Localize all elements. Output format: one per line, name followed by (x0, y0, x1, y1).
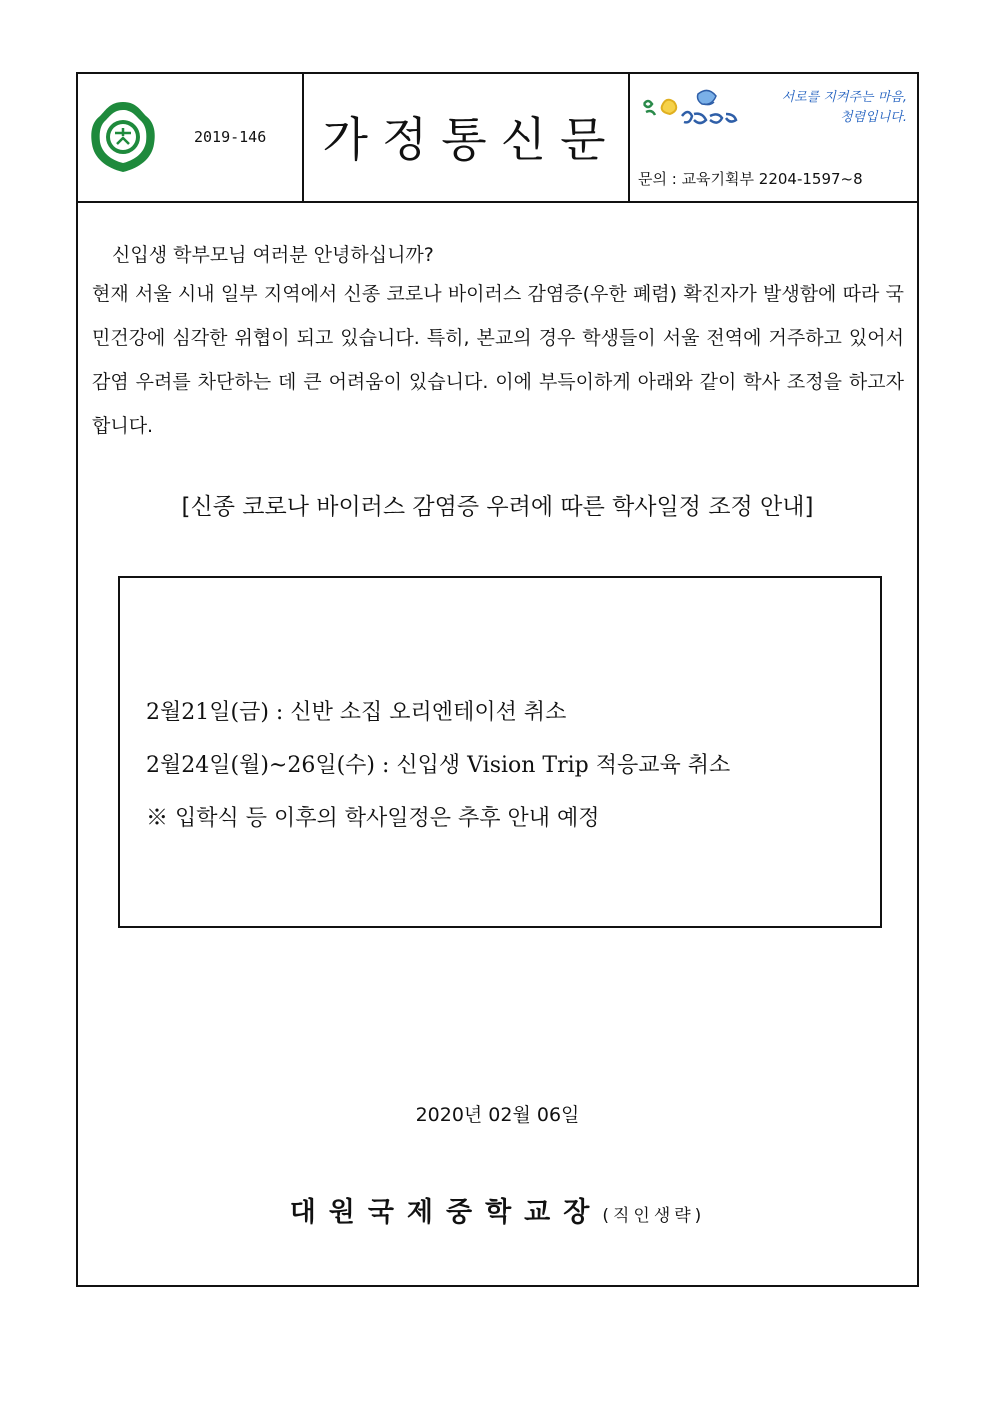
school-emblem-icon (88, 100, 158, 174)
school-principal: 대원국제중학교장 (289, 1197, 603, 1228)
contact-info: 문의 : 교육기획부 2204-1597~8 (638, 170, 863, 188)
intro-paragraph: 현재 서울 시내 일부 지역에서 신종 코로나 바이러스 감염증(우한 폐렴) 확진자가 발생함에 따라 국민건강에 심각한 위협이 되고 있습니다. 특히, 본교의 경우 학생들이 서울 전역에 거주하고 있어서 감염 우려를 차단하는 데 큰 어려움이 있습니다. 이에 부득이하게 아래와 같이 학사 조정을 하고자 합니다. (92, 283, 904, 437)
intro-section (92, 238, 904, 448)
header-contact-cell (630, 72, 917, 201)
issue-date: 2020년 02월 06일 (415, 1104, 580, 1126)
header-logo-cell (76, 72, 304, 201)
header-table (76, 72, 919, 203)
slogan-line-1: 서로를 지켜주는 마음, (781, 90, 907, 105)
notice-item: 2월24일(월)~26일(수) : 신입생 Vision Trip 적응교육 취소 (146, 753, 731, 778)
seal-omitted-note: (직인생략) (602, 1206, 706, 1226)
notice-box (118, 576, 882, 928)
notice-list (146, 686, 730, 845)
campaign-logo (638, 86, 758, 136)
slogan-line-2: 청렴입니다. (840, 110, 907, 125)
notice-item: ※ 입학식 등 이후의 학사일정은 추후 안내 예정 (146, 806, 600, 831)
notice-item: 2월21일(금) : 신반 소집 오리엔테이션 취소 (146, 700, 567, 725)
greeting-text: 신입생 학부모님 여러분 안녕하십니까? (112, 244, 434, 266)
header-title-cell (304, 72, 630, 201)
notice-title: [신종 코로나 바이러스 감염증 우려에 따른 학사일정 조정 안내] (181, 494, 814, 520)
document-title: 가정통신문 (322, 113, 620, 168)
document-number: 2019-146 (194, 128, 267, 146)
signature-line (76, 1190, 919, 1229)
slogan (782, 88, 907, 128)
